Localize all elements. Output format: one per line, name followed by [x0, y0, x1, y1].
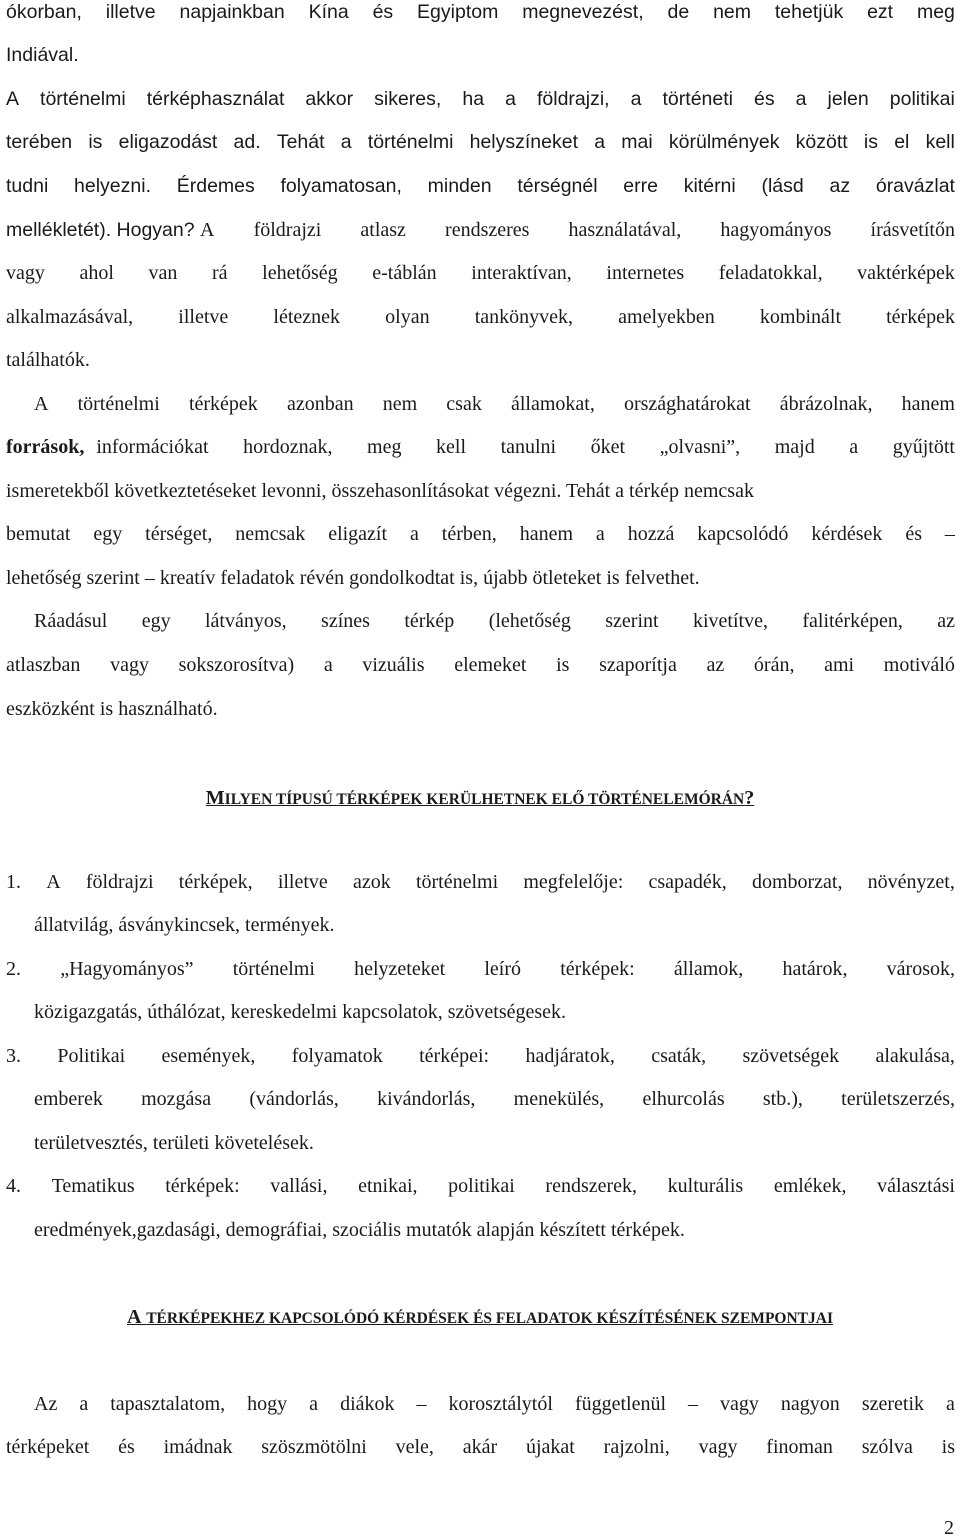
text-line: eszközként is használható. [6, 698, 218, 720]
word: választási [877, 1175, 955, 1197]
word: a [323, 654, 333, 676]
word: léteznek [273, 306, 341, 328]
list-item [6, 1044, 955, 1068]
word: (lehetőség [488, 610, 571, 632]
word: illetve [178, 306, 229, 328]
word: történelmi [40, 88, 126, 110]
word: emberek [34, 1088, 103, 1110]
word: hozzá [627, 523, 675, 545]
word: szaporítja [599, 654, 677, 676]
word: nemcsak [235, 523, 306, 545]
word: tanulni [500, 436, 557, 458]
word: alakulása, [875, 1045, 955, 1067]
word: kell [925, 131, 955, 153]
word: erre [623, 175, 658, 197]
text-segment [200, 218, 955, 242]
word: 3. [6, 1045, 21, 1067]
text-line: találhatók. [6, 349, 90, 371]
word: térkép [404, 610, 455, 632]
text-line: Indiával. [6, 44, 79, 66]
word: a [795, 88, 807, 110]
word: amelyekben [618, 306, 715, 328]
word: terében [6, 131, 73, 153]
word: 1. [6, 871, 21, 893]
word: de [667, 1, 690, 23]
word: elhurcolás [642, 1088, 725, 1110]
word: és [754, 88, 775, 110]
word: óravázlat [875, 175, 955, 197]
word: használatával, [568, 219, 682, 241]
word: A [6, 88, 20, 110]
word: kapcsolódó [697, 523, 789, 545]
word: mai [621, 131, 653, 153]
word: rendszerek, [545, 1175, 638, 1197]
word: körülmények [668, 131, 780, 153]
word: emlékek, [773, 1175, 847, 1197]
word: vaktérképek [857, 262, 955, 284]
word: Tehát [276, 131, 325, 153]
word: finoman [766, 1436, 833, 1458]
word: A [34, 393, 49, 415]
text-line [6, 174, 955, 198]
list-item-cont: területvesztés, területi követelések. [34, 1132, 314, 1154]
text-line [6, 1435, 955, 1459]
word: hanem [901, 393, 955, 415]
word: látványos, [204, 610, 287, 632]
word: alkalmazásával, [6, 306, 134, 328]
word: ábrázolnak, [779, 393, 873, 415]
word: helyzeteket [354, 958, 446, 980]
word: szólva [861, 1436, 913, 1458]
word: földrajzi [85, 871, 154, 893]
word: meg [367, 436, 402, 458]
text-line [6, 305, 955, 329]
word: térképei: [419, 1045, 490, 1067]
word: – [688, 1393, 699, 1415]
word: szövetségek [742, 1045, 840, 1067]
word: események, [161, 1045, 256, 1067]
word: a [79, 1393, 89, 1415]
page-number: 2 [944, 1517, 954, 1539]
word: földrajzi [253, 219, 322, 241]
text-line [6, 218, 955, 242]
word: menekülés, [513, 1088, 605, 1110]
text-line [34, 392, 955, 416]
word: vagy [6, 262, 45, 284]
word: ad. [233, 131, 261, 153]
word: hordoznak, [243, 436, 333, 458]
list-item-cont: eredmények,gazdasági, demográfiai, szociális mutatók alapján készített térképek. [34, 1219, 685, 1241]
word: rá [212, 262, 228, 284]
word: elemeket [454, 654, 527, 676]
word: órán, [753, 654, 795, 676]
word: kérdések [811, 523, 883, 545]
heading-mark: ? [744, 787, 755, 809]
word: színes [321, 610, 370, 632]
word: kell [436, 436, 467, 458]
word: diákok [340, 1393, 395, 1415]
text-line [6, 87, 955, 111]
word: is [941, 1436, 955, 1458]
word: térképek, [178, 871, 253, 893]
word: hogy [247, 1393, 288, 1415]
word: vagy [110, 654, 149, 676]
word: térképek: [560, 958, 635, 980]
word: motiváló [883, 654, 955, 676]
word: megfelelője: [523, 871, 624, 893]
word: politikai [889, 88, 955, 110]
word: írásvetítőn [870, 219, 955, 241]
text-line: lehetőség szerint – kreatív feladatok révén gondolkodtat is, újabb ötleteket is felvethet. [6, 567, 700, 589]
word: napjainkban [179, 1, 285, 23]
word: kulturális [667, 1175, 744, 1197]
word: tapasztalatom, [110, 1393, 226, 1415]
word: növényzet, [867, 871, 955, 893]
word: stb.), [762, 1088, 803, 1110]
word: egy [93, 523, 123, 545]
word: gyűjtött [892, 436, 955, 458]
word: történelmi [232, 958, 315, 980]
word: térséget, [145, 523, 213, 545]
word: – [416, 1393, 427, 1415]
word: rendszeres [445, 219, 530, 241]
section-heading [0, 786, 960, 812]
word: területszerzés, [841, 1088, 955, 1110]
word: azonban [286, 393, 354, 415]
word: és [372, 1, 394, 23]
word: a [340, 131, 352, 153]
word: között [795, 131, 848, 153]
word: internetes [606, 262, 685, 284]
word: térségnél [517, 175, 598, 197]
word: hanem [519, 523, 573, 545]
word: szerint [605, 610, 659, 632]
list-item-cont: közigazgatás, úthálózat, kereskedelmi kapcsolatok, szövetségesek. [34, 1001, 567, 1023]
word: térképek [886, 306, 955, 328]
word: egy [141, 610, 171, 632]
list-item-cont: állatvilág, ásványkincsek, termények. [34, 914, 335, 936]
word: ami [824, 654, 855, 676]
word: e-táblán [372, 262, 437, 284]
word: illetve [277, 871, 328, 893]
word: kombinált [759, 306, 841, 328]
word: történelmi [77, 393, 160, 415]
word: újakat [525, 1436, 575, 1458]
heading-text: ILYEN TÍPUSÚ TÉRKÉPEK KERÜLHETNEK ELŐ TÖRTÉNELEMÓRÁN [224, 791, 745, 808]
word: Tematikus [51, 1175, 135, 1197]
text-segment [96, 435, 955, 459]
word: hadjáratok, [525, 1045, 615, 1067]
word: Ráadásul [34, 610, 108, 632]
word: Egyiptom [417, 1, 499, 23]
text-line [6, 522, 955, 546]
word: városok, [886, 958, 955, 980]
word: a [946, 1393, 955, 1415]
list-item [6, 957, 955, 981]
text-line [34, 1392, 955, 1416]
word: térképek: [165, 1175, 240, 1197]
word: helyezni. [74, 175, 151, 197]
heading-initial: M [205, 787, 225, 809]
word: ókorban, [6, 1, 82, 23]
word: Az [34, 1393, 58, 1415]
word: földrajzi, [536, 88, 610, 110]
word: eligazodást [118, 131, 218, 153]
word: sokszorosítva) [178, 654, 295, 676]
list-item [6, 1174, 955, 1198]
word: A [46, 871, 61, 893]
heading-text: TÉRKÉPEKHEZ KAPCSOLÓDÓ KÉRDÉSEK ÉS FELADATOK KÉSZÍTÉSÉNEK SZEMPONTJAI [146, 1310, 833, 1327]
word: a [309, 1393, 319, 1415]
word: történeti [662, 88, 733, 110]
word: ahol [79, 262, 114, 284]
word: vagy [698, 1436, 738, 1458]
word: is [556, 654, 570, 676]
text-line [6, 435, 955, 459]
word: nagyon [780, 1393, 840, 1415]
word: kivetítve, [692, 610, 768, 632]
heading-initial: A [127, 1306, 142, 1328]
word: kitérni [683, 175, 736, 197]
word: és [118, 1436, 135, 1458]
word: (lásd [761, 175, 804, 197]
word: történelmi [415, 871, 499, 893]
word: „olvasni”, [659, 436, 741, 458]
word: minden [427, 175, 492, 197]
word: a [849, 436, 859, 458]
word: politikai [448, 1175, 515, 1197]
word: Érdemes [176, 175, 255, 197]
word: vizuális [362, 654, 425, 676]
word: a [409, 523, 419, 545]
word: térképhasználat [146, 88, 285, 110]
word: sikeres, [374, 88, 442, 110]
word: térképeket [6, 1436, 90, 1458]
word: államok, [673, 958, 744, 980]
text-line [34, 609, 955, 633]
word: 2. [6, 958, 21, 980]
word: falitérképen, [802, 610, 903, 632]
word: atlasz [360, 219, 406, 241]
text-segment: mellékletét). Hogyan? [6, 219, 201, 241]
word: imádnak [163, 1436, 233, 1458]
text-line [6, 130, 955, 154]
word: vagy [720, 1393, 759, 1415]
word: a [595, 523, 605, 545]
word: őket [590, 436, 626, 458]
word: eligazít [328, 523, 388, 545]
word: térképek [188, 393, 258, 415]
text-line: ismeretekből következtetéseket levonni, összehasonlításokat végezni. Tehát a térkép nemcsak [6, 480, 754, 502]
word: 4. [6, 1175, 21, 1197]
word: térben, [441, 523, 497, 545]
word: akár [462, 1436, 498, 1458]
word: feladatokkal, [718, 262, 823, 284]
word: „Hagyományos” [60, 958, 194, 980]
text-line [6, 261, 955, 285]
word: domborzat, [751, 871, 843, 893]
word: illetve [105, 1, 156, 23]
word: mozgása [141, 1088, 212, 1110]
word: interaktívan, [471, 262, 572, 284]
word: folyamatok [291, 1045, 383, 1067]
word: van [148, 262, 178, 284]
word: tehetjük [774, 1, 844, 23]
word: nem [382, 393, 418, 415]
word: (vándorlás, [249, 1088, 339, 1110]
word: is [88, 131, 103, 153]
list-item-cont [34, 1087, 955, 1111]
word: vallási, [270, 1175, 328, 1197]
word: és [905, 523, 922, 545]
word: a [630, 88, 642, 110]
word: csaták, [651, 1045, 707, 1067]
word: etnikai, [358, 1175, 418, 1197]
word: atlaszban [6, 654, 81, 676]
word: kivándorlás, [377, 1088, 476, 1110]
word: az [829, 175, 851, 197]
section-heading [0, 1305, 960, 1331]
word: vele, [395, 1436, 434, 1458]
word: jelen [827, 88, 869, 110]
word: korosztálytól [448, 1393, 553, 1415]
list-item [6, 870, 955, 894]
word: is [863, 131, 878, 153]
word: hagyományos [720, 219, 832, 241]
text-line [6, 0, 955, 24]
word: tankönyvek, [474, 306, 574, 328]
word: olyan [385, 306, 430, 328]
word: csak [446, 393, 482, 415]
word: Kína [308, 1, 349, 23]
word: csapadék, [648, 871, 727, 893]
word: bemutat [6, 523, 71, 545]
word: majd [774, 436, 815, 458]
word: a [505, 88, 516, 110]
word: az [706, 654, 725, 676]
word: országhatárokat [623, 393, 751, 415]
word: államokat, [510, 393, 595, 415]
word: A [200, 219, 215, 241]
word: lehetőség [262, 262, 338, 284]
word: tudni [6, 175, 49, 197]
word: helyszíneket [469, 131, 579, 153]
text-line [6, 653, 955, 677]
word: nem [713, 1, 752, 23]
word: el [894, 131, 910, 153]
word: az [937, 610, 955, 632]
word: történelmi [367, 131, 454, 153]
word: szeretik [861, 1393, 924, 1415]
word: leíró [484, 958, 522, 980]
word: ha [462, 88, 485, 110]
word: határok, [782, 958, 848, 980]
word: Politikai [57, 1045, 126, 1067]
word: akkor [305, 88, 354, 110]
word: azok [352, 871, 391, 893]
word: a [594, 131, 606, 153]
word: meg [916, 1, 955, 23]
word: információkat [96, 436, 209, 458]
word: rajzolni, [603, 1436, 670, 1458]
word: szöszmötölni [261, 1436, 367, 1458]
word: – [944, 523, 955, 545]
word: megnevezést, [522, 1, 644, 23]
word: folyamatosan, [280, 175, 402, 197]
word: függetlenül [574, 1393, 667, 1415]
bold-term: források, [6, 436, 85, 458]
word: ezt [867, 1, 894, 23]
